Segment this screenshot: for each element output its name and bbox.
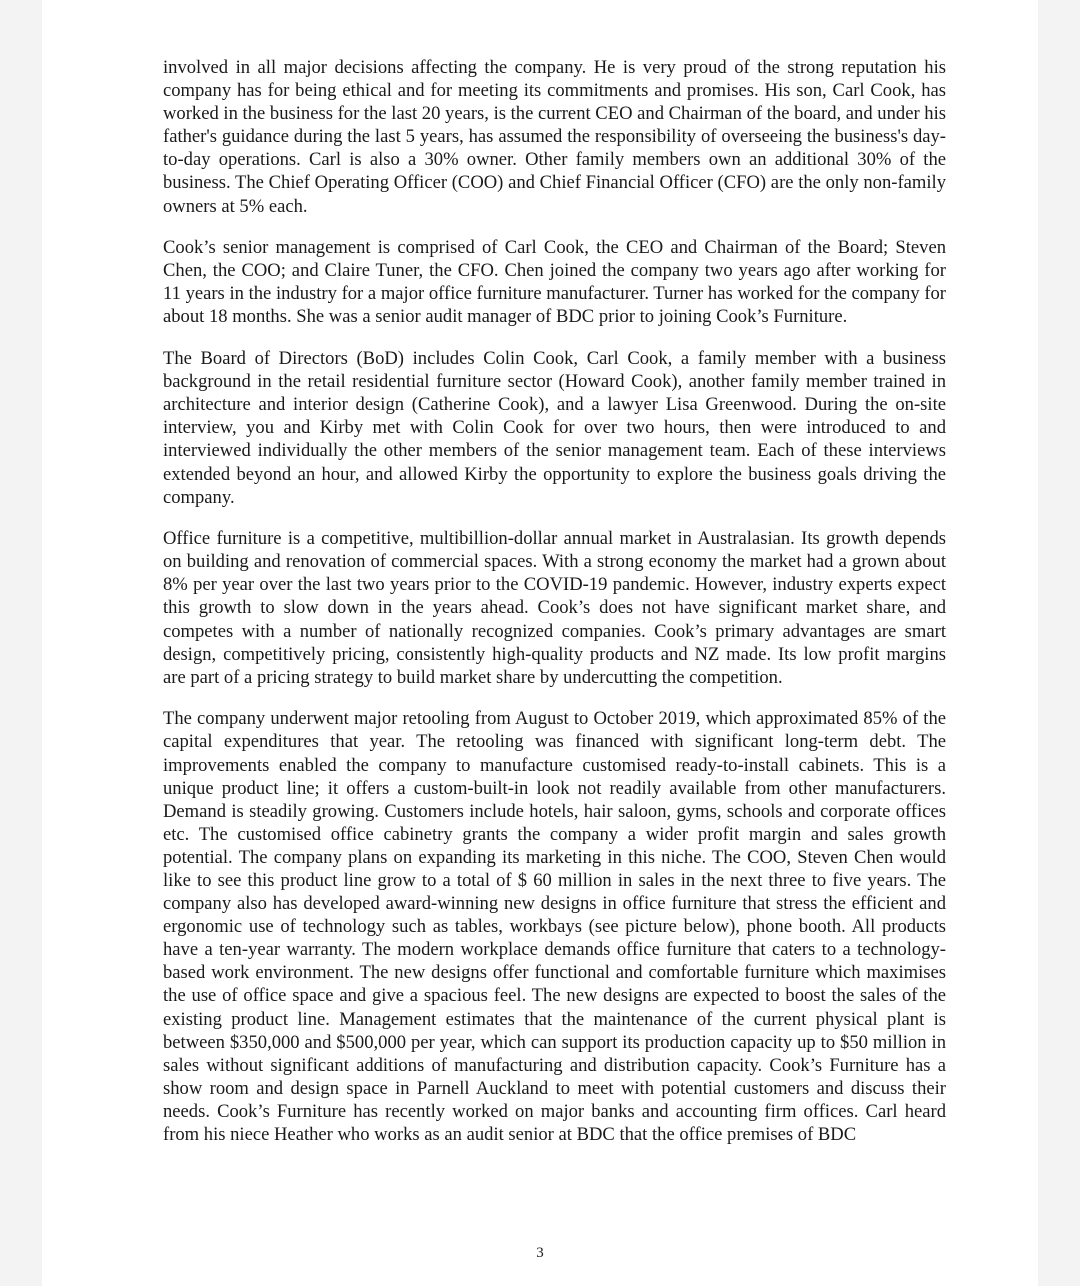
paragraph-market: Office furniture is a competitive, multibillion-dollar annual market in Australasian. Its growth depends on building and renovation of commercial spaces. With a strong economy the market had a grown about 8% per year over the last two years prior to the COVID-19 pandemic. However, industry experts expect this growth to slow down in the years ahead. Cook’s does not have significant market share, and competes with a number of nationally recognized companies. Cook’s primary advantages are smart design, competitively pricing, consistently high-quality products and NZ made. Its low profit margins are part of a pricing strategy to build market share by undercutting the competition.	[163, 528, 946, 688]
paragraph-senior-management: Cook’s senior management is comprised of Carl Cook, the CEO and Chairman of the Board; Steven Chen, the COO; and Claire Tuner, the CFO. Chen joined the company two years ago after working for 11 years in the industry for a major office furniture manufacturer. Turner has worked for the company for about 18 months. She was a senior audit manager of BDC prior to joining Cook’s Furniture.	[163, 237, 946, 328]
paragraph-ownership: involved in all major decisions affecting the company. He is very proud of the strong reputation his company has for being ethical and for meeting its commitments and promises. His son, Carl Cook, has worked in the business for the last 20 years, is the current CEO and Chairman of the board, and under his father's guidance during the last 5 years, has assumed the responsibility of overseeing the business's day-to-day operations. Carl is also a 30% owner. Other family members own an additional 30% of the business. The Chief Operating Officer (COO) and Chief Financial Officer (CFO) are the only non-family owners at 5% each.	[163, 57, 946, 217]
document-page	[42, 0, 1038, 1286]
paragraph-board-of-directors: The Board of Directors (BoD) includes Colin Cook, Carl Cook, a family member with a business background in the retail residential furniture sector (Howard Cook), another family member trained in architecture and interior design (Catherine Cook), and a lawyer Lisa Greenwood. During the on-site interview, you and Kirby met with Colin Cook for over two hours, then were introduced to and interviewed individually the other members of the senior management team. Each of these interviews extended beyond an hour, and allowed Kirby the opportunity to explore the business goals driving the company.	[163, 348, 946, 508]
document-body	[163, 56, 946, 1165]
page-number: 3	[536, 1245, 544, 1261]
paragraph-retooling: The company underwent major retooling from August to October 2019, which approximated 85% of the capital expenditures that year. The retooling was financed with significant long-term debt. The improvements enabled the company to manufacture customised ready-to-install cabinets. This is a unique product line; it offers a custom-built-in look not readily available from other manufacturers. Demand is steadily growing. Customers include hotels, hair saloon, gyms, schools and corporate offices etc. The customised office cabinetry grants the company a wider profit margin and sales growth potential. The company plans on expanding its marketing in this niche. The COO, Steven Chen would like to see this product line grow to a total of $ 60 million in sales in the next three to five years. The company also has developed award-winning new designs in office furniture that stress the efficient and ergonomic use of technology such as tables, workbays (see picture below), phone booth. All products have a ten-year warranty. The modern workplace demands office furniture that caters to a technology-based work environment. The new designs offer functional and comfortable furniture which maximises the use of office space and give a spacious feel. The new designs are expected to boost the sales of the existing product line. Management estimates that the maintenance of the current physical plant is between $350,000 and $500,000 per year, which can support its production capacity up to $50 million in sales without significant additions of manufacturing and distribution capacity. Cook’s Furniture has a show room and design space in Parnell Auckland to meet with potential customers and discuss their needs. Cook’s Furniture has recently worked on major banks and accounting firm offices. Carl heard from his niece Heather who works as an audit senior at BDC that the office premises of BDC	[163, 708, 946, 1146]
